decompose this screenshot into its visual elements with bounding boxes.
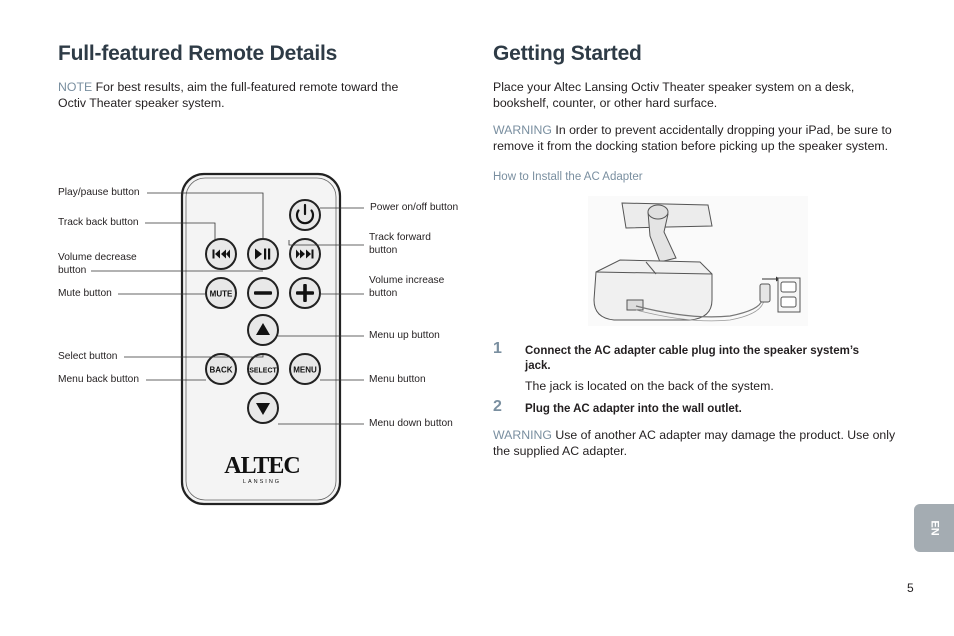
- intro-text-2: bookshelf, counter, or other hard surface.: [493, 95, 718, 110]
- warning2-keyword: WARNING: [493, 428, 552, 442]
- step-1-detail: The jack is located on the back of the system.: [525, 379, 774, 393]
- label-mute: Mute button: [58, 288, 112, 299]
- remote-details-title: Full-featured Remote Details: [58, 42, 338, 65]
- label-volume-increase-1: Volume increase: [369, 275, 445, 286]
- note-keyword: NOTE: [58, 80, 93, 94]
- label-volume-decrease-2: button: [58, 264, 87, 276]
- step-1-text-1: Connect the AC adapter cable plug into the speaker system’s: [525, 345, 860, 357]
- language-tab: [914, 504, 954, 552]
- getting-started-title: Getting Started: [493, 42, 642, 65]
- lansing-logo: LANSING: [242, 479, 282, 485]
- label-select: Select button: [58, 351, 118, 362]
- step-1-number: 1: [493, 340, 502, 357]
- warning2-text-2: the supplied AC adapter.: [493, 443, 627, 458]
- label-power: Power on/off button: [370, 202, 459, 213]
- menu-button-text: MENU: [293, 365, 317, 375]
- warning1-text-1: In order to prevent accidentally dropping your iPad, be sure to: [551, 123, 892, 137]
- back-button-text: BACK: [209, 365, 233, 375]
- label-play-pause: Play/pause button: [58, 187, 140, 198]
- label-menu-down: Menu down button: [369, 418, 453, 429]
- warning2-text-1: Use of another AC adapter may damage the product. Use only: [551, 428, 896, 442]
- label-track-back: Track back button: [58, 217, 139, 228]
- step-1-text-2: jack.: [525, 360, 551, 372]
- note-text-2: Octiv Theater speaker system.: [58, 95, 225, 110]
- step-1-instruction: [525, 344, 905, 374]
- step-2-instruction: Plug the AC adapter into the wall outlet.: [525, 403, 742, 415]
- label-menu-up: Menu up button: [369, 330, 440, 341]
- label-track-forward-1: Track forward: [369, 232, 431, 243]
- label-volume-decrease-1: Volume decrease: [58, 252, 137, 263]
- altec-logo: ALTEC: [224, 453, 300, 479]
- warning-paragraph-2: [493, 428, 903, 459]
- label-menu-back: Menu back button: [58, 374, 139, 385]
- warning1-text-2: remove it from the docking station before picking up the speaker system.: [493, 138, 889, 153]
- mute-button-text: MUTE: [209, 289, 233, 299]
- page-number: 5: [907, 581, 914, 595]
- label-track-forward-2: button: [369, 244, 398, 256]
- warning1-keyword: WARNING: [493, 123, 552, 137]
- note-text-1: For best results, aim the full-featured remote toward the: [92, 80, 399, 94]
- label-menu: Menu button: [369, 374, 426, 385]
- language-tab-label: EN: [928, 520, 941, 536]
- ac-adapter-subheading: How to Install the AC Adapter: [493, 171, 643, 183]
- select-button-text: SELECT: [249, 367, 277, 375]
- step-2-number: 2: [493, 398, 502, 415]
- label-volume-increase-2: button: [369, 287, 398, 299]
- intro-text-1: Place your Altec Lansing Octiv Theater speaker system on a desk,: [493, 80, 855, 94]
